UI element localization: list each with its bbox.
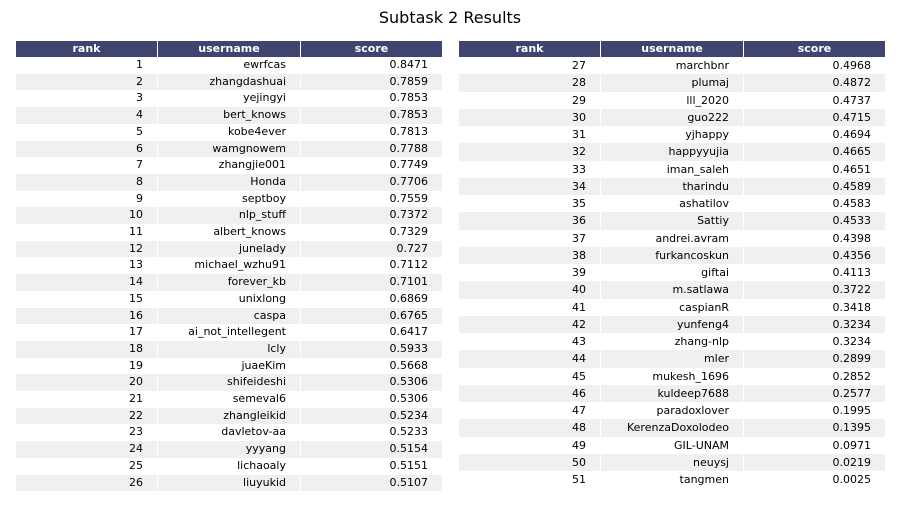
cell-username: zhangjie001 (158, 157, 301, 174)
cell-score: 0.4589 (744, 178, 886, 195)
header-rank: rank (16, 41, 158, 57)
chart-title: Subtask 2 Results (378, 8, 522, 27)
cell-rank: 31 (459, 126, 601, 143)
cell-rank: 11 (16, 224, 158, 241)
cell-score: 0.6417 (301, 324, 443, 341)
cell-username: andrei.avram (601, 230, 744, 247)
cell-rank: 51 (459, 471, 601, 488)
cell-username: KerenzaDoxolodeo (601, 419, 744, 436)
cell-username: furkancoskun (601, 247, 744, 264)
cell-username: marchbnr (601, 57, 744, 74)
cell-username: kobe4ever (158, 124, 301, 141)
cell-score: 0.5306 (301, 391, 443, 408)
cell-score: 0.4694 (744, 126, 886, 143)
cell-rank: 13 (16, 257, 158, 274)
cell-rank: 36 (459, 212, 601, 229)
cell-score: 0.4533 (744, 212, 886, 229)
cell-rank: 44 (459, 350, 601, 367)
cell-rank: 7 (16, 157, 158, 174)
cell-score: 0.4583 (744, 195, 886, 212)
cell-username: giftai (601, 264, 744, 281)
cell-username: lichaoaly (158, 458, 301, 475)
cell-rank: 22 (16, 408, 158, 425)
cell-rank: 3 (16, 90, 158, 107)
cell-rank: 50 (459, 454, 601, 471)
cell-rank: 42 (459, 316, 601, 333)
cell-rank: 41 (459, 299, 601, 316)
cell-username: neuysj (601, 454, 744, 471)
cell-score: 0.4113 (744, 264, 886, 281)
cell-rank: 9 (16, 191, 158, 208)
cell-rank: 45 (459, 368, 601, 385)
cell-score: 0.7329 (301, 224, 443, 241)
cell-rank: 12 (16, 241, 158, 258)
cell-username: guo222 (601, 109, 744, 126)
cell-rank: 1 (16, 57, 158, 74)
cell-score: 0.8471 (301, 57, 443, 74)
cell-rank: 33 (459, 161, 601, 178)
cell-username: davletov-aa (158, 424, 301, 441)
cell-score: 0.7372 (301, 207, 443, 224)
cell-rank: 6 (16, 141, 158, 158)
cell-username: bert_knows (158, 107, 301, 124)
cell-score: 0.5233 (301, 424, 443, 441)
cell-rank: 37 (459, 230, 601, 247)
cell-score: 0.5668 (301, 358, 443, 375)
cell-username: septboy (158, 191, 301, 208)
cell-username: lcly (158, 341, 301, 358)
cell-score: 0.2899 (744, 350, 886, 367)
cell-username: juaeKim (158, 358, 301, 375)
cell-username: caspianR (601, 299, 744, 316)
cell-score: 0.7749 (301, 157, 443, 174)
cell-rank: 10 (16, 207, 158, 224)
cell-username: tangmen (601, 471, 744, 488)
cell-rank: 43 (459, 333, 601, 350)
cell-rank: 2 (16, 74, 158, 91)
cell-username: yunfeng4 (601, 316, 744, 333)
cell-score: 0.0219 (744, 454, 886, 471)
cell-rank: 34 (459, 178, 601, 195)
cell-score: 0.7788 (301, 141, 443, 158)
cell-score: 0.5306 (301, 374, 443, 391)
cell-username: semeval6 (158, 391, 301, 408)
cell-score: 0.7112 (301, 257, 443, 274)
cell-username: m.satlawa (601, 281, 744, 298)
cell-username: ai_not_intellegent (158, 324, 301, 341)
cell-score: 0.7853 (301, 107, 443, 124)
cell-username: yejingyi (158, 90, 301, 107)
cell-username: zhangdashuai (158, 74, 301, 91)
cell-score: 0.4665 (744, 143, 886, 160)
cell-score: 0.6765 (301, 308, 443, 325)
cell-score: 0.0971 (744, 437, 886, 454)
cell-score: 0.6869 (301, 291, 443, 308)
cell-rank: 28 (459, 74, 601, 91)
cell-username: tharindu (601, 178, 744, 195)
cell-username: shifeideshi (158, 374, 301, 391)
cell-rank: 4 (16, 107, 158, 124)
cell-rank: 17 (16, 324, 158, 341)
cell-score: 0.4872 (744, 74, 886, 91)
cell-username: ewrfcas (158, 57, 301, 74)
cell-username: iman_saleh (601, 161, 744, 178)
cell-username: mler (601, 350, 744, 367)
cell-score: 0.5234 (301, 408, 443, 425)
cell-score: 0.3722 (744, 281, 886, 298)
cell-score: 0.3418 (744, 299, 886, 316)
cell-username: liuyukid (158, 475, 301, 492)
cell-username: yjhappy (601, 126, 744, 143)
cell-rank: 24 (16, 441, 158, 458)
cell-rank: 15 (16, 291, 158, 308)
cell-username: lll_2020 (601, 92, 744, 109)
cell-rank: 29 (459, 92, 601, 109)
header-username: username (158, 41, 301, 57)
cell-rank: 47 (459, 402, 601, 419)
cell-username: GIL-UNAM (601, 437, 744, 454)
cell-score: 0.7101 (301, 274, 443, 291)
cell-score: 0.5107 (301, 475, 443, 492)
cell-rank: 23 (16, 424, 158, 441)
cell-username: ashatilov (601, 195, 744, 212)
cell-username: nlp_stuff (158, 207, 301, 224)
cell-score: 0.4356 (744, 247, 886, 264)
cell-username: yyyang (158, 441, 301, 458)
cell-username: Honda (158, 174, 301, 191)
cell-username: plumaj (601, 74, 744, 91)
cell-username: paradoxlover (601, 402, 744, 419)
cell-rank: 40 (459, 281, 601, 298)
cell-score: 0.5151 (301, 458, 443, 475)
cell-rank: 27 (459, 57, 601, 74)
cell-rank: 48 (459, 419, 601, 436)
cell-score: 0.7813 (301, 124, 443, 141)
cell-score: 0.4737 (744, 92, 886, 109)
cell-rank: 8 (16, 174, 158, 191)
cell-rank: 49 (459, 437, 601, 454)
cell-rank: 16 (16, 308, 158, 325)
cell-score: 0.727 (301, 241, 443, 258)
cell-username: kuldeep7688 (601, 385, 744, 402)
cell-score: 0.7706 (301, 174, 443, 191)
cell-username: unixlong (158, 291, 301, 308)
cell-rank: 39 (459, 264, 601, 281)
cell-username: zhangleikid (158, 408, 301, 425)
cell-score: 0.7559 (301, 191, 443, 208)
cell-rank: 20 (16, 374, 158, 391)
cell-rank: 19 (16, 358, 158, 375)
cell-score: 0.4398 (744, 230, 886, 247)
cell-username: happyyujia (601, 143, 744, 160)
cell-score: 0.7859 (301, 74, 443, 91)
cell-score: 0.4968 (744, 57, 886, 74)
cell-username: forever_kb (158, 274, 301, 291)
cell-username: albert_knows (158, 224, 301, 241)
header-score: score (744, 41, 886, 57)
cell-username: zhang-nlp (601, 333, 744, 350)
cell-rank: 30 (459, 109, 601, 126)
header-username: username (601, 41, 744, 57)
cell-score: 0.7853 (301, 90, 443, 107)
cell-username: caspa (158, 308, 301, 325)
cell-score: 0.1995 (744, 402, 886, 419)
cell-score: 0.0025 (744, 471, 886, 488)
cell-score: 0.1395 (744, 419, 886, 436)
cell-rank: 18 (16, 341, 158, 358)
header-rank: rank (459, 41, 601, 57)
cell-rank: 38 (459, 247, 601, 264)
cell-rank: 21 (16, 391, 158, 408)
cell-rank: 35 (459, 195, 601, 212)
cell-username: michael_wzhu91 (158, 257, 301, 274)
cell-score: 0.5933 (301, 341, 443, 358)
cell-rank: 32 (459, 143, 601, 160)
cell-rank: 25 (16, 458, 158, 475)
cell-rank: 26 (16, 475, 158, 492)
cell-score: 0.2577 (744, 385, 886, 402)
cell-score: 0.3234 (744, 333, 886, 350)
cell-score: 0.3234 (744, 316, 886, 333)
cell-score: 0.4715 (744, 109, 886, 126)
cell-rank: 14 (16, 274, 158, 291)
cell-score: 0.5154 (301, 441, 443, 458)
header-score: score (301, 41, 443, 57)
cell-score: 0.4651 (744, 161, 886, 178)
cell-rank: 5 (16, 124, 158, 141)
cell-rank: 46 (459, 385, 601, 402)
cell-username: mukesh_1696 (601, 368, 744, 385)
cell-username: Sattiy (601, 212, 744, 229)
cell-score: 0.2852 (744, 368, 886, 385)
cell-username: wamgnowem (158, 141, 301, 158)
cell-username: junelady (158, 241, 301, 258)
